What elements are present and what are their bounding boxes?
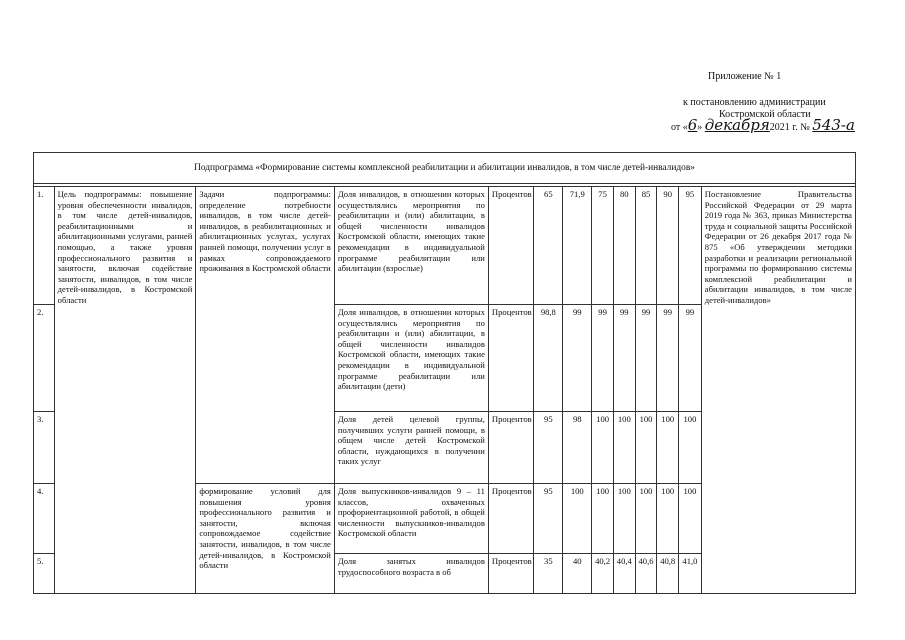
value-cell: 100 bbox=[563, 484, 592, 554]
value-cell: 100 bbox=[657, 412, 679, 484]
value-cell: 90 bbox=[657, 187, 679, 305]
value-cell: 40,6 bbox=[635, 554, 657, 594]
value-cell: 100 bbox=[635, 484, 657, 554]
subprogram-title: Подпрограмма «Формирование системы комплексной реабилитации и абилитации инвалидов, в том числе детей-инвалидов» bbox=[34, 153, 856, 184]
value-cell: 99 bbox=[679, 305, 702, 412]
value-cell: 80 bbox=[613, 187, 635, 305]
value-cell: 100 bbox=[679, 412, 702, 484]
row-number: 5. bbox=[34, 554, 55, 594]
unit-cell: Процентов bbox=[488, 187, 533, 305]
value-cell: 40,8 bbox=[657, 554, 679, 594]
value-cell: 95 bbox=[534, 412, 563, 484]
row-number: 4. bbox=[34, 484, 55, 554]
indicator-cell: Доля выпускников-инвалидов 9 – 11 классов, охваченных профориентационной работой, в общей численности выпускников-инвалидов Костромской области bbox=[334, 484, 488, 554]
value-cell: 99 bbox=[635, 305, 657, 412]
value-cell: 99 bbox=[563, 305, 592, 412]
value-cell: 98,8 bbox=[534, 305, 563, 412]
value-cell: 75 bbox=[592, 187, 614, 305]
resolution-line-2: Костромской области bbox=[719, 109, 811, 120]
value-cell: 100 bbox=[592, 484, 614, 554]
subprogram-table bbox=[33, 152, 856, 594]
unit-cell: Процентов bbox=[488, 554, 533, 594]
value-cell: 98 bbox=[563, 412, 592, 484]
legal-basis-cell: Постановление Правительства Российской Федерации от 29 марта 2019 года № 363, приказ Министерства труда и социальной защиты Российской Федерации от 26 декабря 2017 года № 875 «Об утверждении методики разработки и реализации региональной программы по формированию системы комплексной реабилитации и абилитации инвалидов, в том числе детей-инвалидов» bbox=[701, 187, 855, 594]
appendix-label: Приложение № 1 bbox=[708, 71, 782, 82]
date-prefix: от « bbox=[671, 122, 688, 133]
resolution-date-line bbox=[671, 116, 855, 134]
value-cell: 99 bbox=[613, 305, 635, 412]
date-mid: » bbox=[697, 122, 705, 133]
task1-cell: Задачи подпрограммы: определение потребности инвалидов, в том числе детей-инвалидов, в реабилитационных и абилитационных услугах, услугах ранней помощи, получении услуг в рамках сопровождаемого проживания в Костромской области bbox=[196, 187, 335, 484]
value-cell: 95 bbox=[679, 187, 702, 305]
task2-cell: формирование условий для повышения уровня профессионального развития и занятости, включая сопровождаемое содействие занятости, инвалидов, в том числе детей-инвалидов, в Костромской области bbox=[196, 484, 335, 594]
value-cell: 100 bbox=[613, 412, 635, 484]
date-day-handwritten: 6 bbox=[687, 116, 698, 134]
indicator-cell: Доля инвалидов, в отношении которых осуществлялись мероприятия по реабилитации и (или) абилитации, в общей численности инвалидов Костромской области, имеющих такие рекомендации в индивидуальной программе реабилитации или абилитации (взрослые) bbox=[334, 187, 488, 305]
date-year: 2021 г. № bbox=[769, 122, 813, 133]
document-number-handwritten: 543-а bbox=[812, 116, 855, 134]
resolution-line-1: к постановлению администрации bbox=[683, 97, 826, 108]
title-row bbox=[34, 153, 856, 184]
value-cell: 100 bbox=[592, 412, 614, 484]
value-cell: 71,9 bbox=[563, 187, 592, 305]
value-cell: 99 bbox=[657, 305, 679, 412]
value-cell: 95 bbox=[534, 484, 563, 554]
value-cell: 99 bbox=[592, 305, 614, 412]
value-cell: 41,0 bbox=[679, 554, 702, 594]
value-cell: 100 bbox=[613, 484, 635, 554]
value-cell: 40,2 bbox=[592, 554, 614, 594]
value-cell: 65 bbox=[534, 187, 563, 305]
value-cell: 40,4 bbox=[613, 554, 635, 594]
table-row bbox=[34, 187, 856, 305]
indicator-cell: Доля занятых инвалидов трудоспособного возраста в об bbox=[334, 554, 488, 594]
value-cell: 35 bbox=[534, 554, 563, 594]
value-cell: 100 bbox=[679, 484, 702, 554]
indicator-cell: Доля инвалидов, в отношении которых осуществлялись мероприятия по реабилитации и (или) абилитации, в общей численности инвалидов Костромской области, имеющих такие рекомендации в индивидуальной программе реабилитации или абилитации (дети) bbox=[334, 305, 488, 412]
value-cell: 40 bbox=[563, 554, 592, 594]
row-number: 2. bbox=[34, 305, 55, 412]
row-number: 1. bbox=[34, 187, 55, 305]
unit-cell: Процентов bbox=[488, 305, 533, 412]
date-month-handwritten: декабря bbox=[704, 116, 770, 134]
unit-cell: Процентов bbox=[488, 412, 533, 484]
value-cell: 100 bbox=[657, 484, 679, 554]
unit-cell: Процентов bbox=[488, 484, 533, 554]
value-cell: 85 bbox=[635, 187, 657, 305]
goal-cell: Цель подпрограммы: повышение уровня обеспеченности инвалидов, в том числе детей-инвалидов, реабилитационными и абилитационными услугами, ранней помощью, а также уровня профессионального развития и занятости, включая содействие занятости, инвалидов, в том числе детей-инвалидов, в Костромской области bbox=[54, 187, 196, 594]
indicator-cell: Доля детей целевой группы, получивших услуги ранней помощи, в общем числе детей Костромской области, нуждающихся в получении таких услуг bbox=[334, 412, 488, 484]
row-number: 3. bbox=[34, 412, 55, 484]
value-cell: 100 bbox=[635, 412, 657, 484]
